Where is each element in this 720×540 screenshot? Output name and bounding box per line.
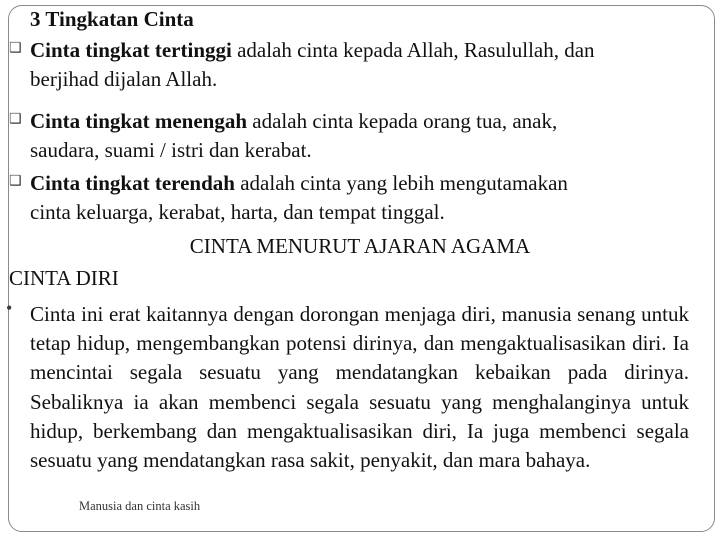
item-bold-text: Cinta tingkat tertinggi: [30, 38, 232, 62]
list-item: [30, 108, 557, 134]
box-bullet-icon: ❑: [9, 40, 22, 56]
item-text: adalah cinta yang lebih mengutamakan: [234, 171, 568, 195]
item-continuation: berjihad dijalan Allah.: [30, 67, 218, 91]
box-bullet-icon: ❑: [9, 173, 22, 189]
heading: 3 Tingkatan Cinta: [30, 7, 194, 31]
item-continuation: saudara, suami / istri dan kerabat.: [30, 138, 312, 162]
item-continuation: cinta keluarga, kerabat, harta, dan tempat tinggal.: [30, 200, 445, 224]
dot-bullet-icon: •: [6, 298, 13, 318]
footer-text: Manusia dan cinta kasih: [79, 499, 201, 513]
subsection-title: CINTA DIRI: [9, 266, 119, 290]
list-item: [30, 170, 568, 196]
item-bold-text: Cinta tingkat menengah: [30, 109, 248, 133]
paragraph: Cinta ini erat kaitannya dengan dorongan menjaga diri, manusia senang untuk tetap hidup, mengembangkan potensi dirinya, dan mengaktualisasikan diri. Ia mencintai segala sesuatu yang mendatangkan kebaikan pada dirinya. Sebaliknya ia akan membenci segala sesuatu yang menghalanginya untuk hidup, berkembang dan mengaktualisasikan diri, Ia juga membenci segala sesuatu yang mendatangkan rasa sakit, penyakit, dan mara bahaya.: [30, 302, 689, 473]
item-bold-text: Cinta tingkat terendah: [30, 171, 235, 195]
list-item: [30, 37, 595, 63]
item-text: adalah cinta kepada orang tua, anak,: [247, 109, 558, 133]
section-title: CINTA MENURUT AJARAN AGAMA: [189, 234, 531, 258]
box-bullet-icon: ❑: [9, 111, 22, 127]
item-text: adalah cinta kepada Allah, Rasulullah, dan: [231, 38, 595, 62]
